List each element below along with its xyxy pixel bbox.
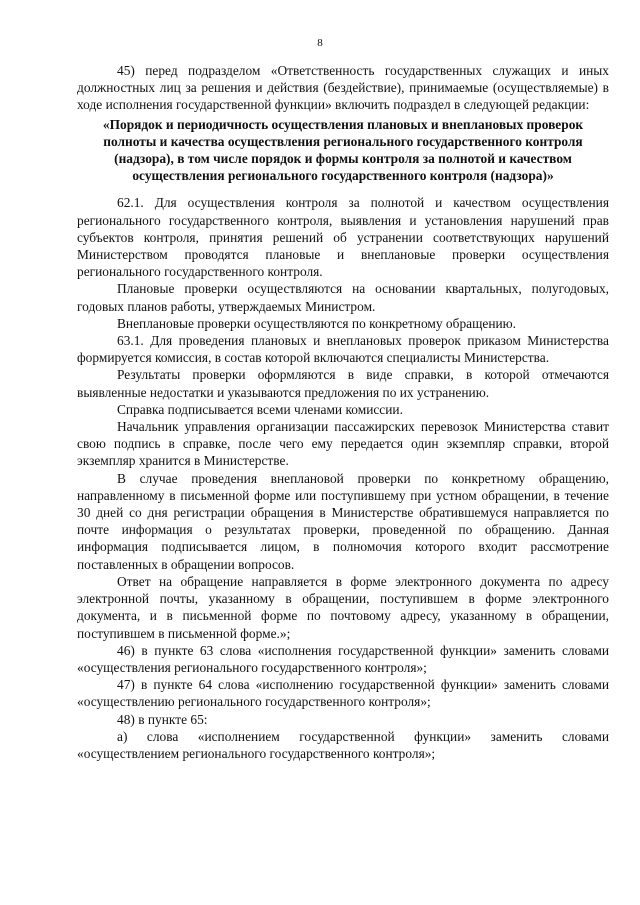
page-number: 8 <box>317 37 323 49</box>
paragraph-planned-inspections: Плановые проверки осуществляются на основании квартальных, полугодовых, годовых планов работы, утверждаемых Министром. <box>77 281 609 314</box>
paragraph-45: 45) перед подразделом «Ответственность государственных служащих и иных должностных лиц за решения и действия (бездействие), принимаемые (осуществляемые) в ходе исполнения государственной функции» включить подраздел в следующей редакции: <box>77 63 609 113</box>
paragraph-48a: а) слова «исполнением государственной функции» заменить словами «осуществлением регионального государственного контроля»; <box>77 728 609 761</box>
section-heading: «Порядок и периодичность осуществления плановых и внеплановых проверок полноты и качества осуществления регионального государственного контроля (надзора), в том числе порядок и формы контроля за полнотой и качеством осуществления регионального государственного контроля (надзора)» <box>102 116 584 184</box>
paragraph-46: 46) в пункте 63 слова «исполнения государственной функции» заменить словами «осуществления регионального государственного контроля»; <box>77 642 609 675</box>
paragraph-63-1: 63.1. Для проведения плановых и внеплановых проверок приказом Министерства формируется комиссия, в состав которой включаются специалисты Министерства. <box>77 333 609 366</box>
paragraph-48: 48) в пункте 65: <box>117 711 208 727</box>
paragraph-unplanned-case: В случае проведения внеплановой проверки по конкретному обращению, направленному в письменной форме или поступившему при устном обращении, в течение 30 дней со дня регистрации обращения в Министерстве обратившемуся направляется по почте информация о результатах проверки, проведенной по обращению. Данная информация подписывается лицом, в полномочия которого входит рассмотрение поставленных в обращении вопросов. <box>77 470 609 572</box>
document-body <box>77 62 609 762</box>
paragraph-47: 47) в пункте 64 слова «исполнению государственной функции» заменить словами «осуществлению регионального государственного контроля»; <box>77 677 609 710</box>
paragraph-62-1: 62.1. Для осуществления контроля за полнотой и качеством осуществления регионального государственного контроля, выявления и установления нарушений прав субъектов контроля, принятия решений об устранении соответствующих нарушений Министерством проводятся плановые и внеплановые проверки осуществления регионального государственного контроля. <box>77 195 609 280</box>
paragraph-head-signs: Начальник управления организации пассажирских перевозок Министерства ставит свою подпись в справке, после чего ему передается один экземпляр справки, второй экземпляр хранится в Министерстве. <box>77 419 609 469</box>
paragraph-answer: Ответ на обращение направляется в форме электронного документа по адресу электронной почты, указанному в обращении, поступившем в форме электронного документа, и в письменной форме по почтовому адресу, указанному в обращении, поступившем в письменной форме.»; <box>77 573 609 641</box>
paragraph-signed: Справка подписывается всеми членами комиссии. <box>117 401 403 417</box>
paragraph-results: Результаты проверки оформляются в виде справки, в которой отмечаются выявленные недостатки и указываются предложения по их устранению. <box>77 367 609 400</box>
paragraph-unplanned-inspections: Внеплановые проверки осуществляются по конкретному обращению. <box>117 315 517 331</box>
